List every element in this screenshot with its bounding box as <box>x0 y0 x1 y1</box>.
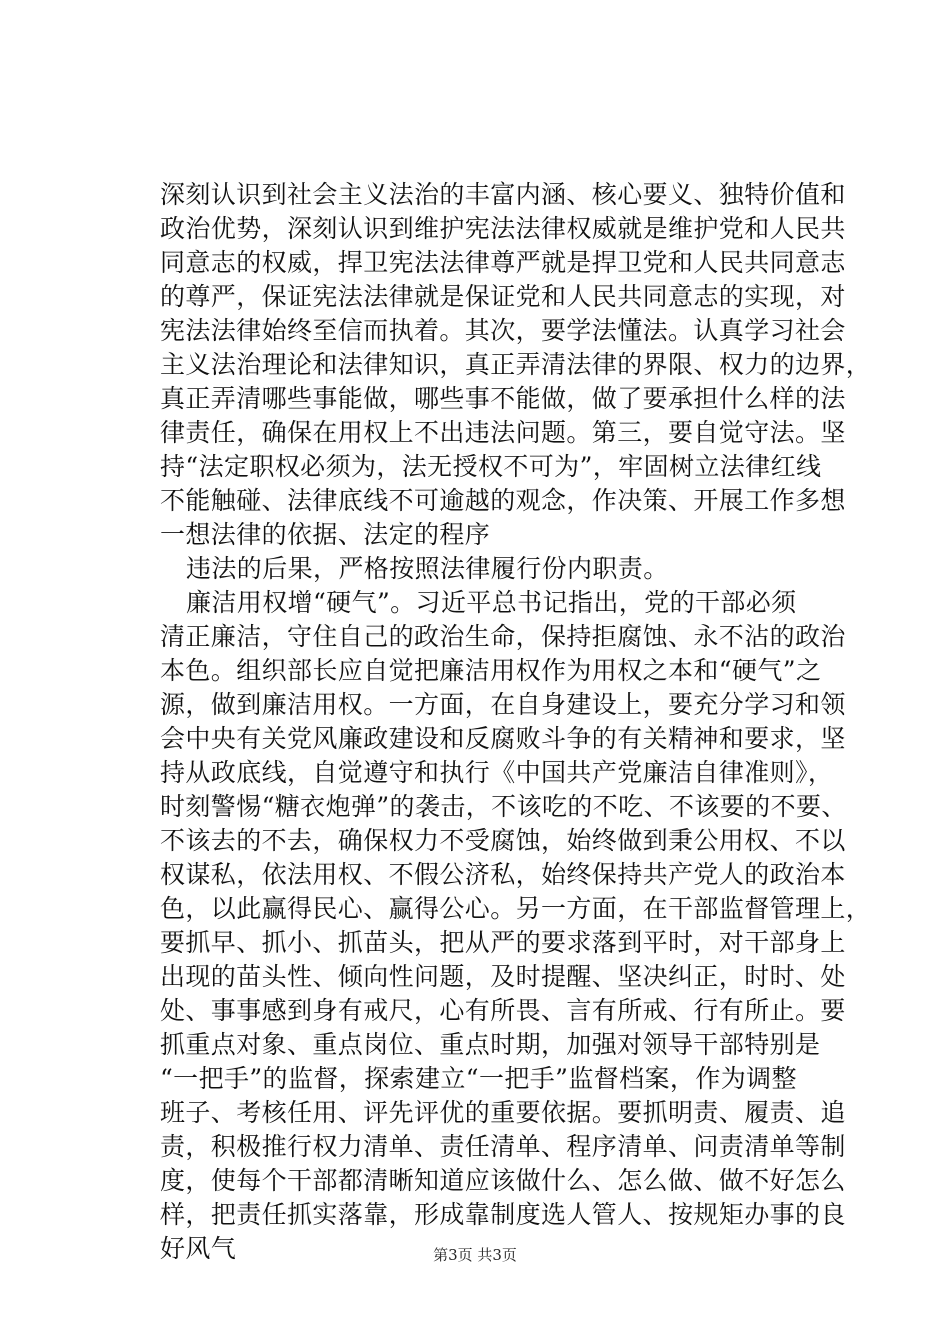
text-line: 政治优势，深刻认识到维护宪法法律权威就是维护党和人民共 <box>160 214 846 243</box>
document-body <box>160 178 872 1266</box>
page-footer <box>0 1245 950 1265</box>
text-line: 班子、考核任用、评先评优的重要依据。要抓明责、履责、追 <box>160 1098 846 1127</box>
text-line: 宪法法律始终至信而执着。其次，要学法懂法。认真学习社会 <box>160 316 846 345</box>
text-line: 深刻认识到社会主义法治的丰富内涵、核心要义、独特价值和 <box>160 180 846 209</box>
text-line: 持从政底线，自觉遵守和执行《中国共产党廉洁自律准则》， <box>160 758 834 787</box>
text-line: 样，把责任抓实落靠，形成靠制度选人管人、按规矩办事的良 <box>160 1200 846 1229</box>
text-line: 出现的苗头性、倾向性问题，及时提醒、坚决纠正，时时、处 <box>160 962 846 991</box>
paragraph-first-line: 廉洁用权增“硬气”。习近平总书记指出，党的干部必须 <box>186 588 797 617</box>
text-line: 责，积极推行权力清单、责任清单、程序清单、问责清单等制 <box>160 1132 846 1161</box>
text-line: 同意志的权威，捍卫宪法法律尊严就是捍卫党和人民共同意志 <box>160 248 846 277</box>
text-line: 源，做到廉洁用权。一方面，在自身建设上，要充分学习和领 <box>160 690 846 719</box>
text-line: 不该去的不去，确保权力不受腐蚀，始终做到秉公用权、不以 <box>160 826 846 855</box>
text-line: 不能触碰、法律底线不可逾越的观念，作决策、开展工作多想 <box>160 486 846 515</box>
text-line: 色，以此赢得民心、赢得公心。另一方面，在干部监督管理上， <box>160 894 872 923</box>
text-line: 律责任，确保在用权上不出违法问题。第三，要自觉守法。坚 <box>160 418 846 447</box>
text-line: 清正廉洁，守住自己的政治生命，保持拒腐蚀、永不沾的政治 <box>160 622 846 651</box>
text-line: 处、事事感到身有戒尺，心有所畏、言有所戒、行有所止。要 <box>160 996 846 1025</box>
text-line: 时刻警惕“糖衣炮弹”的袭击，不该吃的不吃、不该要的不要、 <box>160 792 847 821</box>
text-line: 本色。组织部长应自觉把廉洁用权作为用权之本和“硬气”之 <box>160 656 822 685</box>
text-line: 要抓早、抓小、抓苗头，把从严的要求落到平时，对干部身上 <box>160 928 846 957</box>
text-line: 权谋私，依法用权、不假公济私，始终保持共产党人的政治本 <box>160 860 846 889</box>
text-line: 抓重点对象、重点岗位、重点时期，加强对领导干部特别是 <box>160 1030 821 1059</box>
text-line: “一把手”的监督，探索建立“一把手”监督档案，作为调整 <box>160 1064 797 1093</box>
text-line: 持“法定职权必须为，法无授权不可为”，牢固树立法律红线 <box>160 452 822 481</box>
text-line: 真正弄清哪些事能做，哪些事不能做，做了要承担什么样的法 <box>160 384 846 413</box>
text-line: 会中央有关党风廉政建设和反腐败斗争的有关精神和要求，坚 <box>160 724 846 753</box>
text-line: 好风气 <box>160 1234 237 1263</box>
paragraph-first-line: 违法的后果，严格按照法律履行份内职责。 <box>186 554 669 583</box>
text-line: 的尊严，保证宪法法律就是保证党和人民共同意志的实现，对 <box>160 282 846 311</box>
text-line: 主义法治理论和法律知识，真正弄清法律的界限、权力的边界， <box>160 350 872 379</box>
text-line: 度，使每个干部都清晰知道应该做什么、怎么做、做不好怎么 <box>160 1166 846 1195</box>
text-line: 一想法律的依据、法定的程序 <box>160 520 491 549</box>
page-number-label: 第3页 共3页 <box>433 1246 517 1264</box>
